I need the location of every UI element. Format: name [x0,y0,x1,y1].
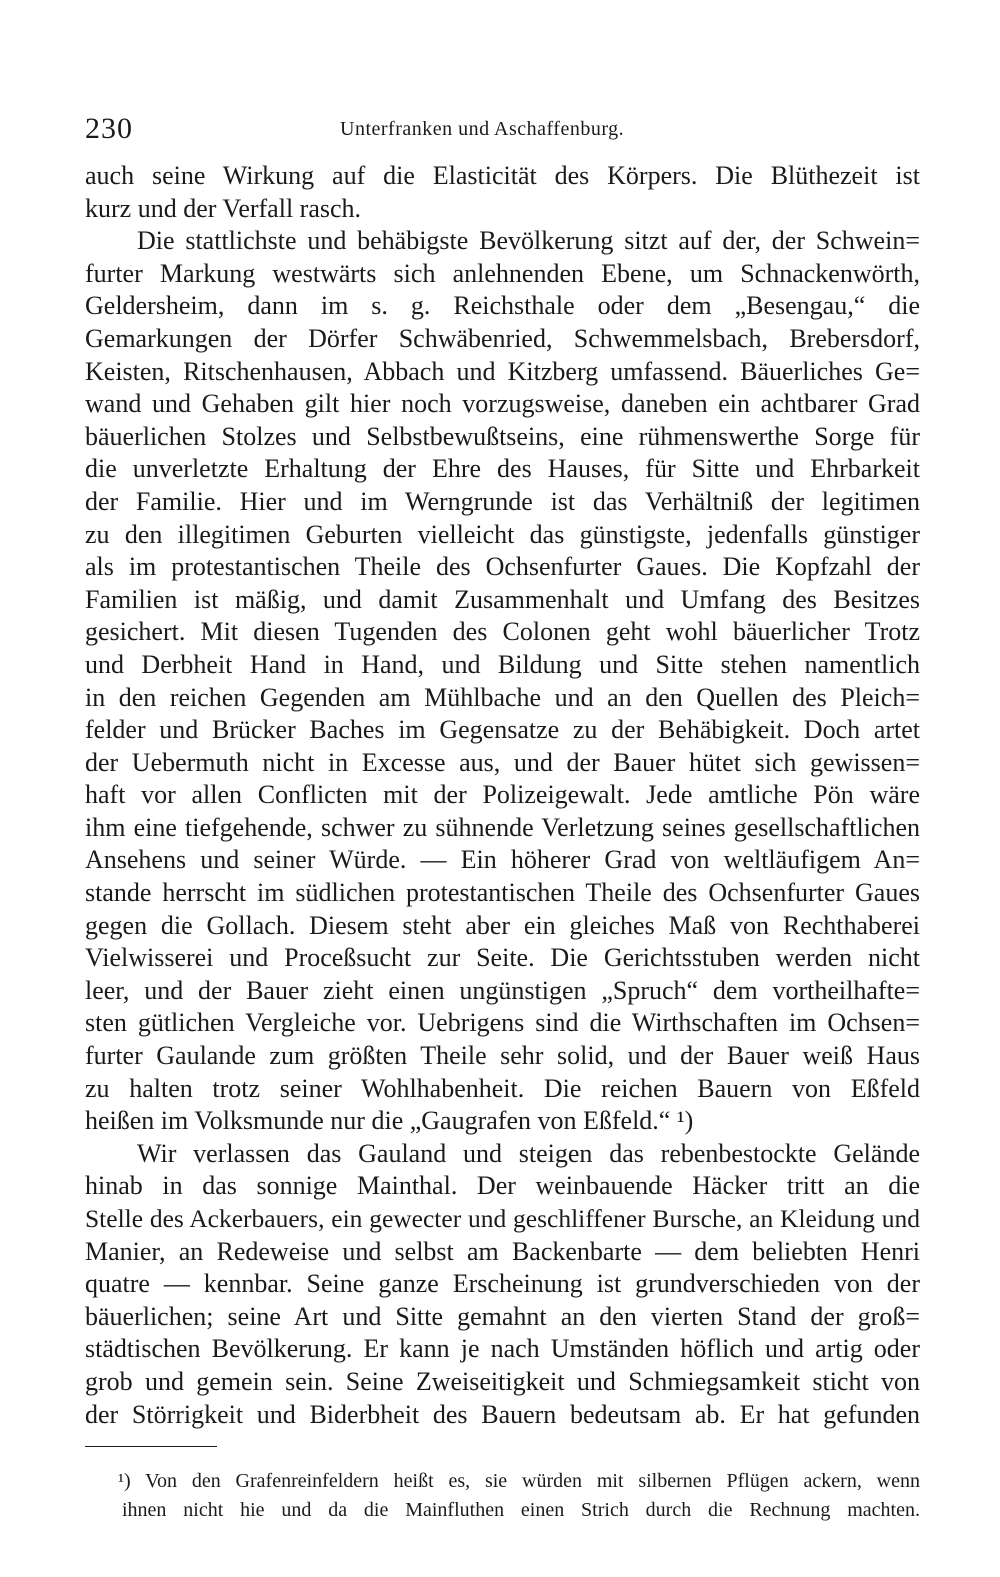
text-line: gegen die Gollach. Diesem steht aber ein gleiches Maß von Rechthaberei [85,910,920,940]
text-line: kurz und der Verfall rasch. [85,193,362,223]
text-line: städtischen Bevölkerung. Er kann je nach Umständen höflich und artig oder [85,1334,920,1364]
body-text [85,160,920,1431]
running-head: Unterfranken und Aschaffenburg. [340,118,625,140]
text-line: bäuerlichen Stolzes und Selbstbewußtseins, eine rühmenswerthe Sorge für [85,421,920,451]
text-line: Manier, an Redeweise und selbst am Backenbarte — dem beliebten Henri [85,1236,920,1266]
text-line: als im protestantischen Theile des Ochsenfurter Gaues. Die Kopfzahl der [85,552,920,582]
text-line: hinab in das sonnige Mainthal. Der weinbauende Häcker tritt an die [85,1171,920,1201]
text-line: Ansehens und seiner Würde. — Ein höherer Grad von weltläufigem An= [85,845,920,875]
page-number: 230 [85,112,133,145]
text-line: und Derbheit Hand in Hand, und Bildung und Sitte stehen namentlich [85,649,920,679]
text-line: der Familie. Hier und im Werngrunde ist das Verhältniß der legitimen [85,486,920,516]
text-line: grob und gemein sein. Seine Zweiseitigkeit und Schmiegsamkeit sticht von [85,1366,920,1396]
text-line: sten gütlichen Vergleiche vor. Uebrigens sind die Wirthschaften im Ochsen= [85,1008,920,1038]
text-line: furter Markung westwärts sich anlehnenden Ebene, um Schnackenwörth, [85,258,920,288]
text-line: bäuerlichen; seine Art und Sitte gemahnt an den vierten Stand der groß= [85,1301,920,1331]
text-line: Gemarkungen der Dörfer Schwäbenried, Schwemmelsbach, Brebersdorf, [85,323,920,353]
text-line: Geldersheim, dann im s. g. Reichsthale oder dem „Besengau,“ die [85,291,920,321]
text-line: Keisten, Ritschenhausen, Abbach und Kitzberg umfassend. Bäuerliches Ge= [85,356,920,386]
page-header [85,112,925,152]
text-line: Die stattlichste und behäbigste Bevölkerung sitzt auf der, der Schwein= [137,226,920,256]
text-line: in den reichen Gegenden am Mühlbache und an den Quellen des Pleich= [85,682,920,712]
text-line: heißen im Volksmunde nur die „Gaugrafen von Eßfeld.“ ¹) [85,1106,694,1136]
text-line: auch seine Wirkung auf die Elasticität des Körpers. Die Blüthezeit ist [85,161,920,190]
text-line: Familien ist mäßig, und damit Zusammenhalt und Umfang des Besitzes [85,584,920,614]
footnote-line: ¹) Von den Grafenreinfeldern heißt es, sie würden mit silbernen Pflügen ackern, wenn [118,1470,920,1492]
text-line: gesichert. Mit diesen Tugenden des Colonen geht wohl bäuerlicher Trotz [85,617,920,647]
text-line: der Störrigkeit und Biderbheit des Bauern bedeutsam ab. Er hat gefunden [85,1399,920,1429]
text-line: stande herrscht im südlichen protestantischen Theile des Ochsenfurter Gaues [85,878,920,908]
text-line: zu den illegitimen Geburten vielleicht das günstigste, jedenfalls günstiger [85,519,920,549]
text-line: Wir verlassen das Gauland und steigen das rebenbestockte Gelände [137,1138,920,1168]
text-line: furter Gaulande zum größten Theile sehr solid, und der Bauer weiß Haus [85,1041,920,1071]
text-line: wand und Gehaben gilt hier noch vorzugsweise, daneben ein achtbarer Grad [85,389,920,419]
text-line: Vielwisserei und Proceßsucht zur Seite. Die Gerichtsstuben werden nicht [85,943,920,973]
footnote [118,1467,920,1525]
text-line: der Uebermuth nicht in Excesse aus, und der Bauer hütet sich gewissen= [85,747,920,777]
text-line: leer, und der Bauer zieht einen ungünstigen „Spruch“ dem vortheilhafte= [85,975,920,1005]
text-line: quatre — kennbar. Seine ganze Erscheinung ist grundverschieden von der [85,1269,920,1299]
text-line: zu halten trotz seiner Wohlhabenheit. Die reichen Bauern von Eßfeld [85,1073,920,1103]
text-line: ihm eine tiefgehende, schwer zu sühnende Verletzung seines gesellschaftlichen [85,812,920,842]
text-line: Stelle des Ackerbauers, ein gewecter und geschliffener Bursche, an Kleidung und [85,1204,920,1233]
text-line: die unverletzte Erhaltung der Ehre des Hauses, für Sitte und Ehrbarkeit [85,454,920,484]
footnote-rule [85,1446,217,1447]
text-line: haft vor allen Conflicten mit der Polizeigewalt. Jede amtliche Pön wäre [85,780,920,810]
text-line: felder und Brücker Baches im Gegensatze zu der Behäbigkeit. Doch artet [85,715,920,745]
footnote-line: ihnen nicht hie und da die Mainfluthen einen Strich durch die Rechnung machten. [122,1499,920,1521]
